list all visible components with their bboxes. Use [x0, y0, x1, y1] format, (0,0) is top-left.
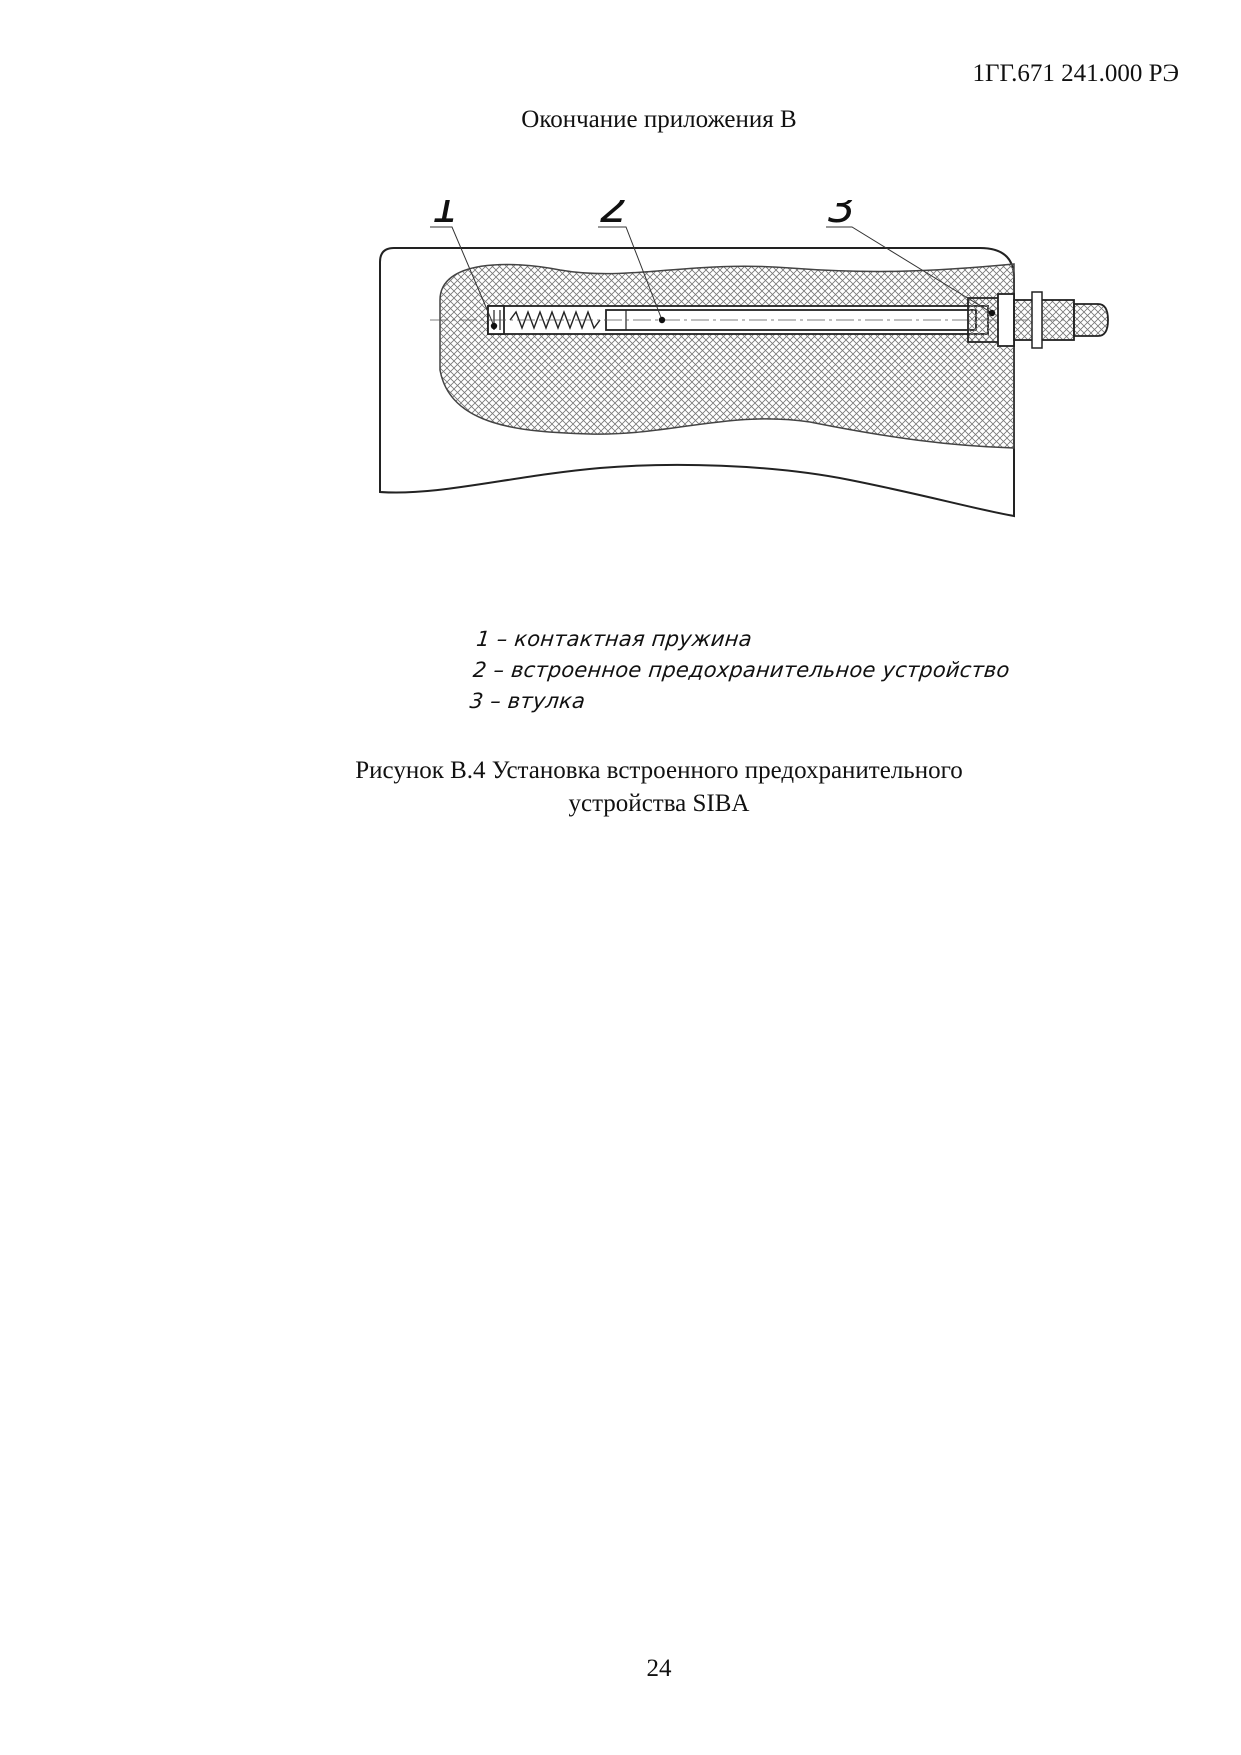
section-title: Окончание приложения В	[521, 106, 797, 133]
figure-caption	[0, 754, 1241, 820]
legend-item: 2 – встроенное предохранительное устройство	[471, 658, 1011, 682]
potting-compound	[440, 264, 1014, 448]
figure-legend	[468, 624, 1014, 717]
caption-line: устройства SIBA	[568, 790, 750, 817]
caption-line: Рисунок В.4 Установка встроенного предохранительного	[355, 757, 963, 784]
page-number: 24	[646, 1655, 672, 1682]
callout-2: 2	[600, 200, 628, 233]
installation-drawing	[370, 200, 1110, 560]
legend-item: 3 – втулка	[468, 689, 587, 713]
callout-1: 1	[432, 200, 460, 233]
legend-item: 1 – контактная пружина	[475, 627, 754, 651]
document-code: 1ГГ.671 241.000 РЭ	[972, 60, 1179, 87]
callout-3: 3	[828, 200, 856, 233]
